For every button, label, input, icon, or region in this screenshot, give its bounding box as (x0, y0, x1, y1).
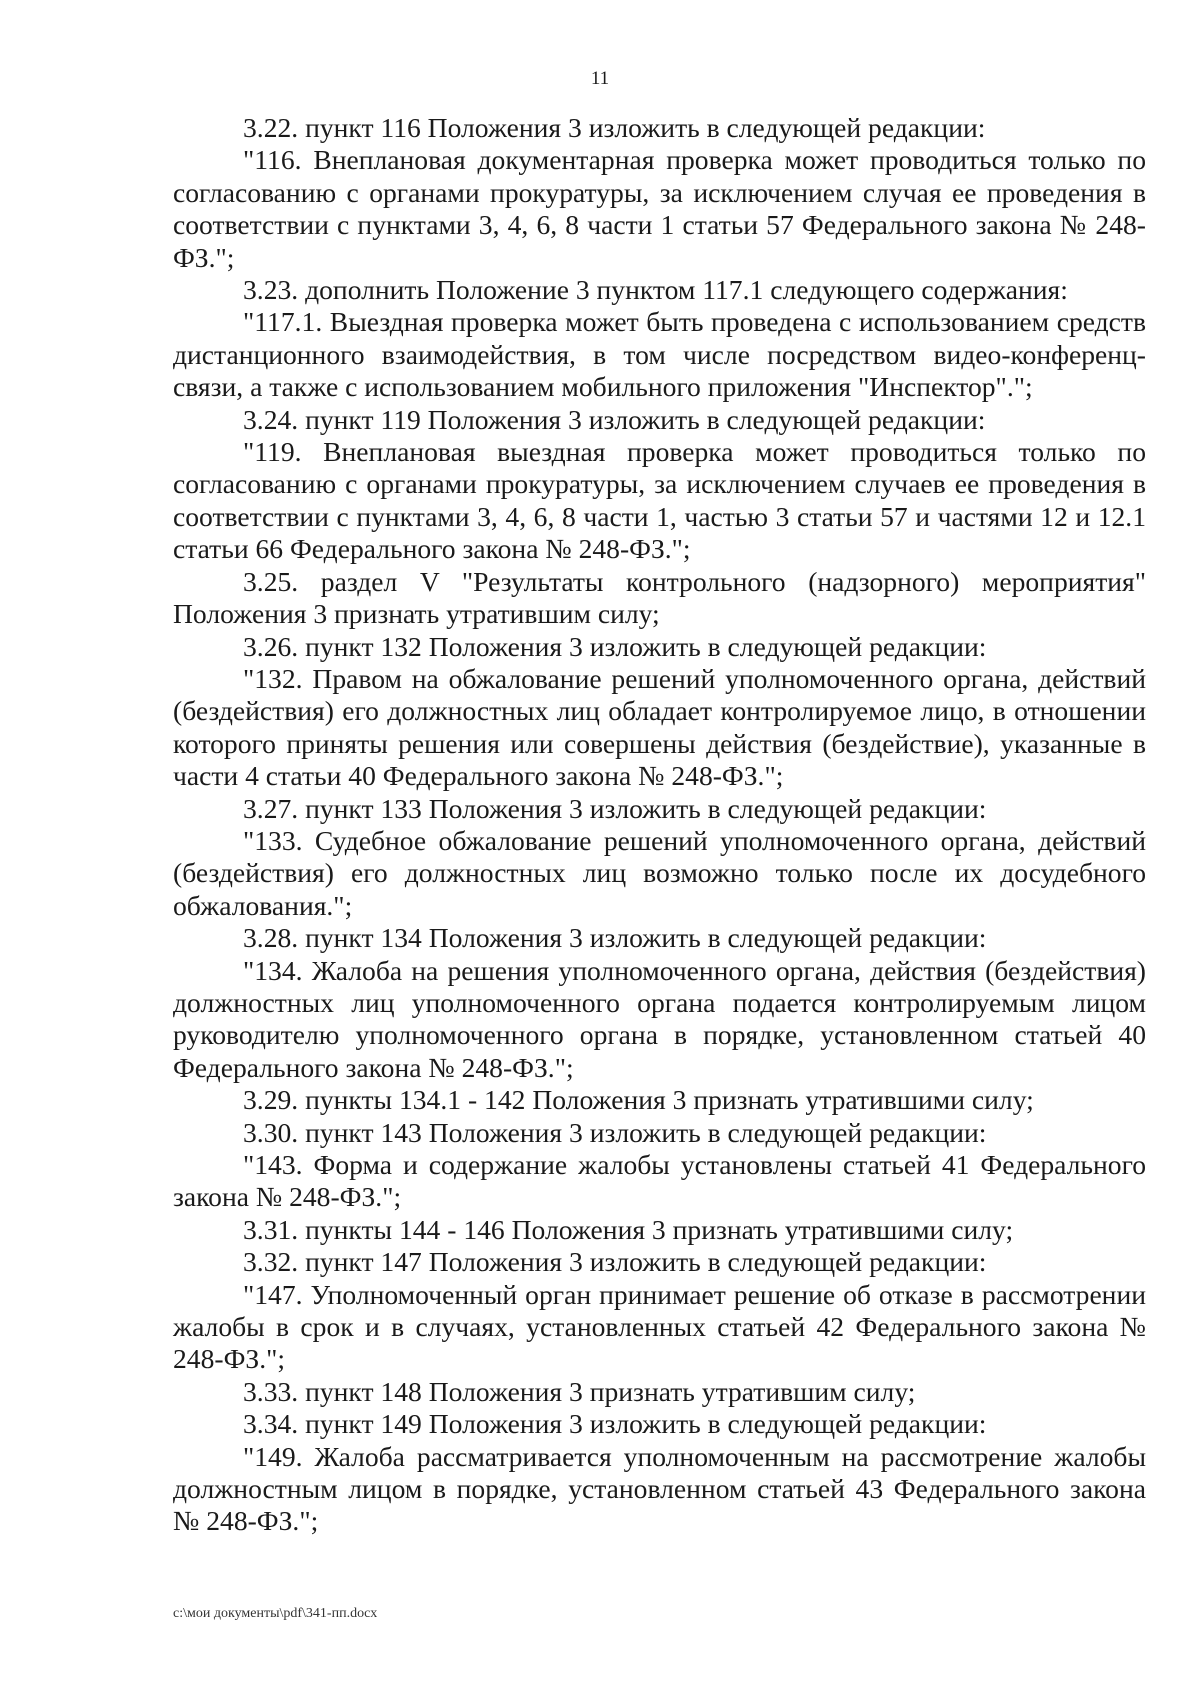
paragraph-3-30: 3.30. пункт 143 Положения 3 изложить в следующей редакции: (243, 1116, 987, 1148)
document-body (173, 112, 1146, 1538)
footer-file-path: c:\мои документы\pdf\341-пп.docx (173, 1606, 378, 1621)
paragraph-3-25: 3.25. раздел V "Результаты контрольного (надзорного) мероприятия" Положения 3 признать утратившим силу; (173, 565, 1146, 630)
paragraph-147-text: "147. Уполномоченный орган принимает решение об отказе в рассмотрении жалобы в срок и в случаях, установленных статьей 42 Федерального закона № 248-ФЗ."; (173, 1278, 1146, 1375)
paragraph-3-22: 3.22. пункт 116 Положения 3 изложить в следующей редакции: (243, 112, 986, 143)
paragraph-3-32: 3.32. пункт 147 Положения 3 изложить в следующей редакции: (243, 1246, 987, 1278)
paragraph-132-text: "132. Правом на обжалование решений уполномоченного органа, действий (бездействия) его должностных лиц обладает контролируемое лицо, в отношении которого приняты решения или совершены действия (бездействие), указанные в части 4 статьи 40 Федерального закона № 248-ФЗ."; (173, 662, 1146, 792)
page-number: 11 (590, 68, 610, 89)
paragraph-3-34: 3.34. пункт 149 Положения 3 изложить в следующей редакции: (243, 1408, 987, 1440)
paragraph-3-23: 3.23. дополнить Положение 3 пунктом 117.1 следующего содержания: (243, 274, 1068, 306)
paragraph-3-24: 3.24. пункт 119 Положения 3 изложить в следующей редакции: (243, 403, 986, 435)
paragraph-149-text: "149. Жалоба рассматривается уполномоченным на рассмотрение жалобы должностным лицом в порядке, установленном статьей 43 Федерального закона № 248-ФЗ."; (173, 1440, 1146, 1537)
paragraph-134-text: "134. Жалоба на решения уполномоченного органа, действия (бездействия) должностных лиц уполномоченного органа подается контролируемым лицом руководителю уполномоченного органа в порядке, установленном статьей 40 Федерального закона № 248-ФЗ."; (173, 954, 1146, 1083)
paragraph-133-text: "133. Судебное обжалование решений уполномоченного органа, действий (бездействия) его должностных лиц возможно только после их досудебного обжалования."; (173, 824, 1146, 921)
paragraph-116-text: "116. Внеплановая документарная проверка может проводиться только по согласованию с органами прокуратуры, за исключением случая ее проведения в соответствии с пунктами 3, 4, 6, 8 части 1 статьи 57 Федерального закона № 248-ФЗ."; (173, 144, 1146, 273)
paragraph-3-26: 3.26. пункт 132 Положения 3 изложить в следующей редакции: (243, 630, 987, 662)
paragraph-117-1-text: "117.1. Выездная проверка может быть проведена с использованием средств дистанционного взаимодействия, в том числе посредством видео-конференц-связи, а также с использованием мобильного приложения "Инспектор"."; (173, 306, 1146, 403)
paragraph-3-29: 3.29. пункты 134.1 - 142 Положения 3 признать утратившими силу; (243, 1084, 1034, 1116)
paragraph-3-33: 3.33. пункт 148 Положения 3 признать утратившим силу; (243, 1375, 916, 1407)
paragraph-3-31: 3.31. пункты 144 - 146 Положения 3 признать утратившими силу; (243, 1213, 1014, 1245)
paragraph-3-28: 3.28. пункт 134 Положения 3 изложить в следующей редакции: (243, 922, 987, 954)
paragraph-3-27: 3.27. пункт 133 Положения 3 изложить в следующей редакции: (243, 792, 987, 824)
paragraph-143-text: "143. Форма и содержание жалобы установлены статьей 41 Федерального закона № 248-ФЗ."; (173, 1149, 1146, 1213)
paragraph-119-text: "119. Внеплановая выездная проверка может проводиться только по согласованию с органами прокуратуры, за исключением случаев ее проведения в соответствии с пунктами 3, 4, 6, 8 части 1, частью 3 статьи 57 и частями 12 и 12.1 статьи 66 Федерального закона № 248-ФЗ."; (173, 436, 1146, 565)
